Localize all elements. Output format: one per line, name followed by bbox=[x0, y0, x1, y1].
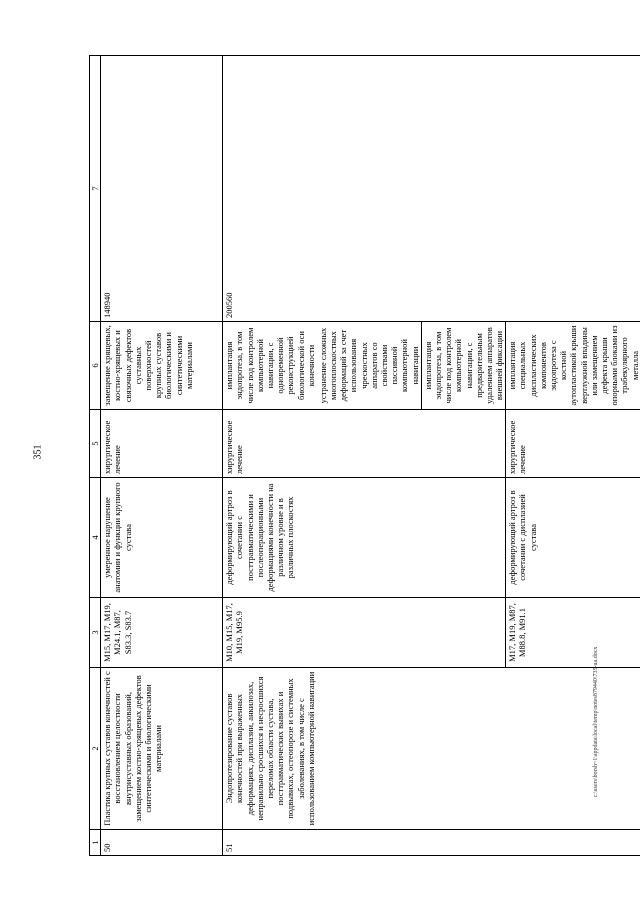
file-path-footer: c:\users\borsh~1\appdata\local\temp\notes879440\735-ua.docx bbox=[593, 646, 599, 798]
row-number: 51 bbox=[223, 830, 640, 856]
col-header-7: 7 bbox=[90, 56, 101, 322]
care-type-name: Эндопротезирование суставов конечностей при выраженных деформациях, дисплазии, анкилозах, неправильно сросшихся и несросшихся переломах области сустава, посттравматических вывихах и подвывихах, остеопорозе и системных заболеваниях, в том числе с использованием компьютерной навигации bbox=[223, 668, 640, 830]
page-number: 351 bbox=[32, 444, 44, 460]
col-header-3: 3 bbox=[90, 598, 101, 668]
diagnosis-codes: M17, M19, M87, M88.8, M91.1 bbox=[506, 598, 640, 668]
patient-model: умеренное нарушение анатомии и функции крупного сустава bbox=[101, 478, 223, 598]
table-row-50 bbox=[101, 56, 223, 856]
header-row bbox=[90, 56, 101, 856]
diagnosis-codes: M15, M17, M19, M24.1, M87, S83.3, S83.7 bbox=[101, 598, 223, 668]
care-type-name: Пластика крупных суставов конечностей с восстановлением целостности внутрисуставных образований, замещением костно-хрящевых дефектов синтетическими и биологическими материалами bbox=[101, 668, 223, 830]
col-header-4: 4 bbox=[90, 478, 101, 598]
col-header-5: 5 bbox=[90, 410, 101, 478]
col-header-6: 6 bbox=[90, 322, 101, 410]
treatment-type: хирургическое лечение bbox=[101, 410, 223, 478]
diagnosis-codes: M10, M15, M17, M19, M95.9 bbox=[223, 598, 506, 668]
col-header-1: 1 bbox=[90, 830, 101, 856]
table-row-51 bbox=[223, 56, 506, 856]
treatment-method-1: имплантация эндопротеза, в том числе под контролем компьютерной навигации, с одновременной реконструкцией биологической оси конечности bbox=[224, 327, 316, 404]
treatment-method: имплантация специальных диспластических компонентов эндопротеза с костной аутопластикой крыши вертлужной впадины или замещением дефекта крыши опорными блоками из трабекулярного металла bbox=[506, 322, 640, 410]
cost-value: 148940 bbox=[101, 56, 223, 322]
row-number: 50 bbox=[101, 830, 223, 856]
patient-model: деформирующий артроз в сочетании с посттравматическими и послеоперационными деформациями конечности на различном уровне и в различных плоскостях bbox=[223, 478, 506, 598]
treatment-method: замещение хрящевых, костно-хрящевых и связочных дефектов суставных поверхностей крупных суставов биологическими и синтетическими материалами bbox=[101, 322, 223, 410]
treatment-method-2: устранение сложных многоплоскостных деформаций за счет использования чрескостных аппаратов со свойствами пассивной компьютерной навигации bbox=[317, 327, 420, 404]
treatment-type: хирургическое лечение bbox=[223, 410, 506, 478]
cost-value: 200560 bbox=[223, 56, 640, 322]
treatment-methods bbox=[223, 322, 506, 410]
treatment-type: хирургическое лечение bbox=[506, 410, 640, 478]
col-header-2: 2 bbox=[90, 668, 101, 830]
treatment-method-3: имплантация эндопротеза, в том числе под контролем компьютерной навигации, с предварительным удалением аппаратов внешней фиксации bbox=[421, 322, 506, 409]
patient-model: деформирующий артроз в сочетании с дисплазией сустава bbox=[506, 478, 640, 598]
medical-care-table bbox=[89, 55, 640, 856]
